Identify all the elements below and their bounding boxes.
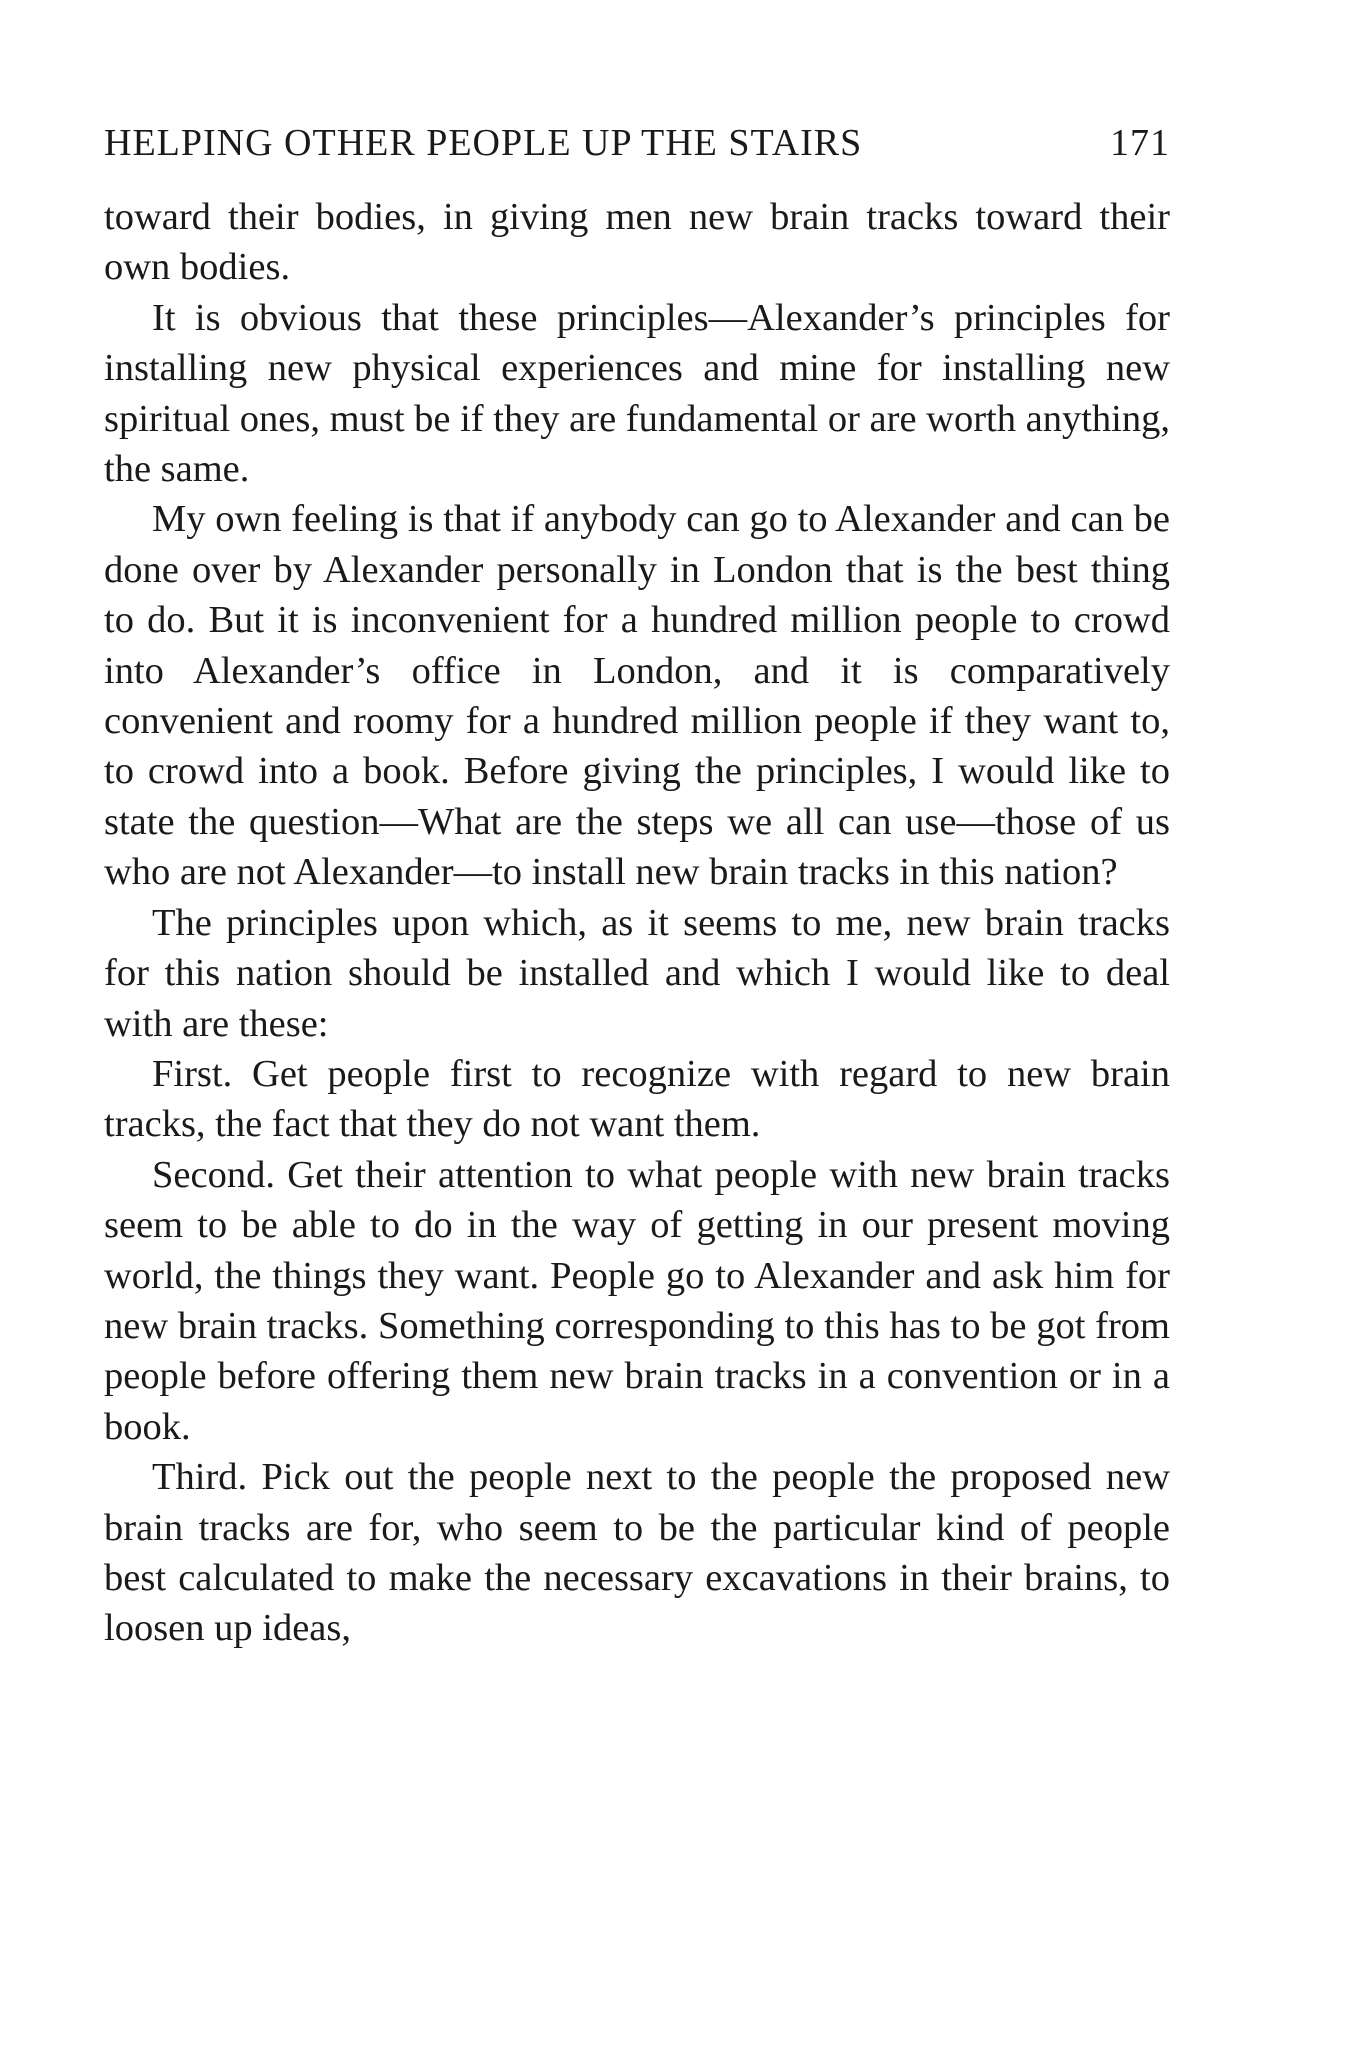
running-head	[104, 118, 1170, 168]
paragraph-first-principle: First. Get people first to recognize with regard to new brain tracks, the fact that they do not want them.	[104, 1052, 1170, 1146]
paragraph-continuation: toward their bodies, in giving men new brain tracks toward their own bodies.	[104, 196, 1170, 289]
paragraph: It is obvious that these principles—Alexander’s principles for installing new physical experiences and mine for installing new spiritual ones, must be if they are fundamental or are worth anything, the same.	[104, 296, 1170, 491]
paragraph: My own feeling is that if anybody can go to Alexander and can be done over by Alexander personally in London that is the best thing to do. But it is inconvenient for a hundred million people to crowd into Alexander’s office in London, and it is comparatively convenient and roomy for a hundred million people if they want to, to crowd into a book. Before giving the principles, I would like to state the question—What are the steps we all can use—those of us who are not Alexander—to install new brain tracks in this nation?	[104, 498, 1170, 894]
paragraph: The principles upon which, as it seems to me, new brain tracks for this nation should be installed and which I would like to deal with are these:	[104, 901, 1170, 1045]
book-page	[104, 118, 1170, 1654]
paragraph-third-principle: Third. Pick out the people next to the people the proposed new brain tracks are for, who seem to be the particular kind of people best calculated to make the necessary excavations in their brains, to loosen up ideas,	[104, 1456, 1170, 1650]
running-title: HELPING OTHER PEOPLE UP THE STAIRS	[104, 122, 863, 164]
paragraph-second-principle: Second. Get their attention to what people with new brain tracks seem to be able to do in the way of getting in our present moving world, the things they want. People go to Alexander and ask him for new brain tracks. Something corresponding to this has to be got from people before offering them new brain tracks in a convention or in a book.	[104, 1153, 1170, 1448]
body-text	[104, 192, 1170, 1654]
page-number: 171	[1110, 122, 1170, 164]
